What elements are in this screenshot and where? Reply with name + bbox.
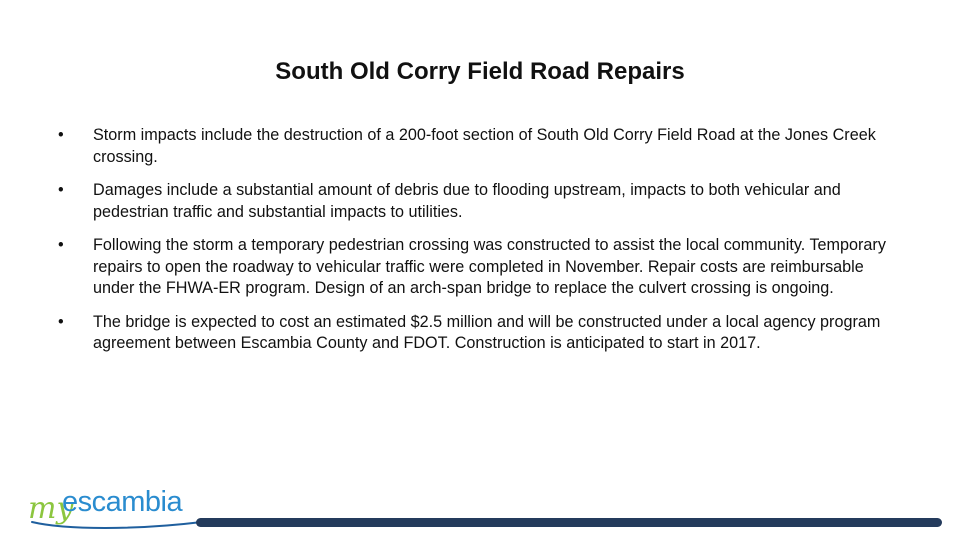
bullet-marker: •: [58, 181, 64, 199]
logo-name: escambia: [62, 486, 183, 518]
slide-title: South Old Corry Field Road Repairs: [275, 58, 685, 85]
bullet-item: [58, 125, 903, 168]
bullet-list: [58, 125, 903, 367]
bullet-text: Following the storm a temporary pedestrian crossing was constructed to assist the local community. Temporary repairs to open the roadway to vehicular traffic were completed in November. Repair costs are reimbursable under the FHWA-ER program. Design of an arch-span bridge to replace the culvert crossing is ongoing.: [93, 236, 886, 297]
bullet-item: [58, 235, 903, 300]
myescambia-logo: [26, 478, 226, 536]
bullet-marker: •: [58, 312, 64, 331]
bullet-text: The bridge is expected to cost an estimated $2.5 million and will be constructed under a local agency program agreement between Escambia County and FDOT. Construction is anticipated to start in 2017.: [93, 312, 881, 352]
bullet-marker: •: [58, 236, 64, 254]
bullet-text: Damages include a substantial amount of debris due to flooding upstream, impacts to both vehicular and pedestrian traffic and substantial impacts to utilities.: [93, 181, 841, 221]
footer-bar: [196, 518, 942, 527]
bullet-item: [58, 180, 903, 223]
logo-prefix: my: [28, 491, 74, 526]
bullet-item: [58, 312, 903, 355]
bullet-text: Storm impacts include the destruction of a 200-foot section of South Old Corry Field Road at the Jones Creek crossing.: [93, 126, 876, 166]
bullet-marker: •: [58, 126, 64, 144]
